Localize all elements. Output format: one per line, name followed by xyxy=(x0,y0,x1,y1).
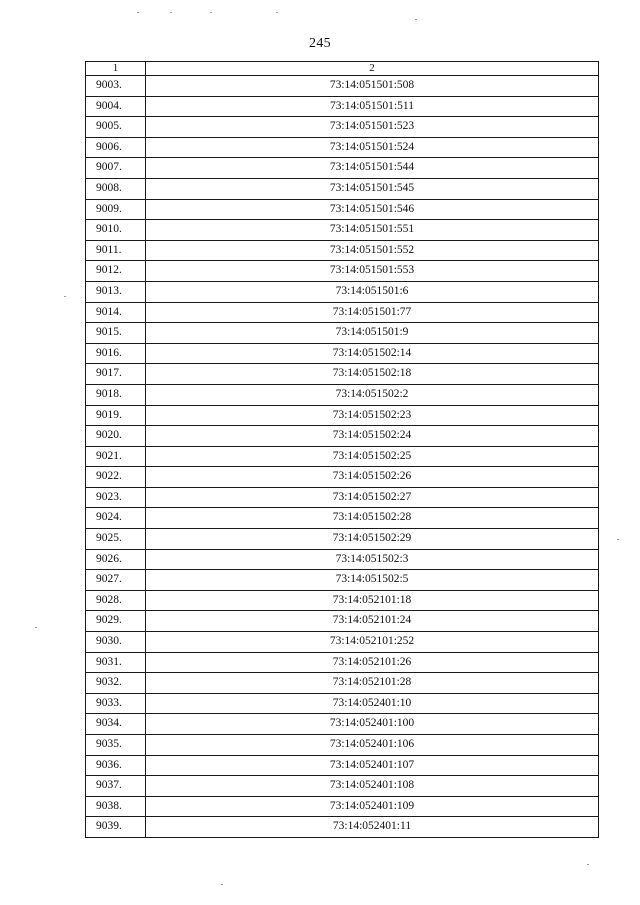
table-row xyxy=(86,158,599,179)
cadastral-number-cell: 73:14:051501:511 xyxy=(146,96,599,117)
row-number-cell: 9005. xyxy=(86,117,146,138)
table-row xyxy=(86,529,599,550)
table-row xyxy=(86,261,599,282)
row-number-cell: 9021. xyxy=(86,446,146,467)
table-row xyxy=(86,96,599,117)
table-header-row xyxy=(86,62,599,76)
table-row xyxy=(86,178,599,199)
cadastral-number-cell: 73:14:051501:552 xyxy=(146,240,599,261)
table-row xyxy=(86,405,599,426)
table-row xyxy=(86,673,599,694)
table-row xyxy=(86,117,599,138)
row-number-cell: 9038. xyxy=(86,796,146,817)
cadastral-number-cell: 73:14:051501:6 xyxy=(146,281,599,302)
row-number-cell: 9034. xyxy=(86,714,146,735)
row-number-cell: 9013. xyxy=(86,281,146,302)
row-number-cell: 9027. xyxy=(86,570,146,591)
table-row xyxy=(86,776,599,797)
cadastral-number-cell: 73:14:051502:3 xyxy=(146,549,599,570)
row-number-cell: 9017. xyxy=(86,364,146,385)
table-row xyxy=(86,323,599,344)
cadastral-number-cell: 73:14:051501:551 xyxy=(146,220,599,241)
cadastral-number-cell: 73:14:051501:524 xyxy=(146,137,599,158)
cadastral-number-cell: 73:14:051501:546 xyxy=(146,199,599,220)
cadastral-number-cell: 73:14:051502:29 xyxy=(146,529,599,550)
table-row xyxy=(86,549,599,570)
row-number-cell: 9033. xyxy=(86,693,146,714)
row-number-cell: 9025. xyxy=(86,529,146,550)
row-number-cell: 9006. xyxy=(86,137,146,158)
row-number-cell: 9028. xyxy=(86,590,146,611)
cadastral-number-cell: 73:14:052401:109 xyxy=(146,796,599,817)
row-number-cell: 9015. xyxy=(86,323,146,344)
row-number-cell: 9004. xyxy=(86,96,146,117)
row-number-cell: 9019. xyxy=(86,405,146,426)
cadastral-number-cell: 73:14:051501:545 xyxy=(146,178,599,199)
scan-speck xyxy=(587,864,589,865)
cadastral-number-cell: 73:14:051502:23 xyxy=(146,405,599,426)
table-row xyxy=(86,137,599,158)
table-row xyxy=(86,302,599,323)
table-row xyxy=(86,755,599,776)
row-number-cell: 9014. xyxy=(86,302,146,323)
table-row xyxy=(86,426,599,447)
cadastral-number-cell: 73:14:052101:26 xyxy=(146,652,599,673)
row-number-cell: 9029. xyxy=(86,611,146,632)
row-number-cell: 9037. xyxy=(86,776,146,797)
row-number-cell: 9011. xyxy=(86,240,146,261)
row-number-cell: 9035. xyxy=(86,735,146,756)
row-number-cell: 9003. xyxy=(86,76,146,97)
scan-speck xyxy=(617,539,619,540)
table-row xyxy=(86,76,599,97)
cadastral-number-cell: 73:14:052401:108 xyxy=(146,776,599,797)
table-row xyxy=(86,343,599,364)
page-number: 245 xyxy=(309,36,331,51)
row-number-cell: 9022. xyxy=(86,467,146,488)
table-row xyxy=(86,611,599,632)
scan-speck xyxy=(137,12,139,13)
cadastral-number-cell: 73:14:051502:27 xyxy=(146,487,599,508)
table-row xyxy=(86,590,599,611)
scan-speck xyxy=(276,12,278,13)
cadastral-number-cell: 73:14:052401:10 xyxy=(146,693,599,714)
scan-speck xyxy=(64,296,66,297)
cadastral-number-cell: 73:14:051502:5 xyxy=(146,570,599,591)
scan-speck xyxy=(210,12,212,13)
cadastral-number-cell: 73:14:052101:24 xyxy=(146,611,599,632)
cadastral-number-cell: 73:14:052401:107 xyxy=(146,755,599,776)
cadastral-number-cell: 73:14:051502:2 xyxy=(146,384,599,405)
cadastral-number-cell: 73:14:052101:18 xyxy=(146,590,599,611)
cadastral-number-cell: 73:14:051501:508 xyxy=(146,76,599,97)
cadastral-number-cell: 73:14:051502:26 xyxy=(146,467,599,488)
cadastral-number-cell: 73:14:051502:18 xyxy=(146,364,599,385)
row-number-cell: 9008. xyxy=(86,178,146,199)
cadastral-number-cell: 73:14:051501:9 xyxy=(146,323,599,344)
table-row xyxy=(86,446,599,467)
row-number-cell: 9020. xyxy=(86,426,146,447)
table-row xyxy=(86,817,599,838)
table-row xyxy=(86,487,599,508)
table-row xyxy=(86,693,599,714)
cadastral-number-cell: 73:14:052401:11 xyxy=(146,817,599,838)
table-row xyxy=(86,240,599,261)
scan-speck xyxy=(170,12,172,13)
scan-speck xyxy=(415,19,417,20)
table-row xyxy=(86,281,599,302)
cadastral-number-cell: 73:14:051502:25 xyxy=(146,446,599,467)
cadastral-number-table xyxy=(85,61,599,838)
table-row xyxy=(86,199,599,220)
cadastral-number-cell: 73:14:052101:252 xyxy=(146,632,599,653)
cadastral-number-cell: 73:14:051501:523 xyxy=(146,117,599,138)
cadastral-number-cell: 73:14:051502:28 xyxy=(146,508,599,529)
cadastral-number-cell: 73:14:052401:106 xyxy=(146,735,599,756)
column-header-index: 1 xyxy=(86,62,146,76)
row-number-cell: 9010. xyxy=(86,220,146,241)
table-row xyxy=(86,714,599,735)
table-row xyxy=(86,632,599,653)
cadastral-number-cell: 73:14:051501:544 xyxy=(146,158,599,179)
table-row xyxy=(86,735,599,756)
row-number-cell: 9007. xyxy=(86,158,146,179)
row-number-cell: 9030. xyxy=(86,632,146,653)
row-number-cell: 9012. xyxy=(86,261,146,282)
row-number-cell: 9024. xyxy=(86,508,146,529)
cadastral-number-cell: 73:14:051502:24 xyxy=(146,426,599,447)
table-row xyxy=(86,467,599,488)
row-number-cell: 9023. xyxy=(86,487,146,508)
table-row xyxy=(86,652,599,673)
table-row xyxy=(86,570,599,591)
row-number-cell: 9036. xyxy=(86,755,146,776)
cadastral-number-cell: 73:14:051501:77 xyxy=(146,302,599,323)
table-row xyxy=(86,508,599,529)
row-number-cell: 9026. xyxy=(86,549,146,570)
row-number-cell: 9031. xyxy=(86,652,146,673)
table-row xyxy=(86,220,599,241)
scan-speck xyxy=(35,627,37,628)
column-header-cadastral-number: 2 xyxy=(146,62,599,76)
row-number-cell: 9016. xyxy=(86,343,146,364)
row-number-cell: 9032. xyxy=(86,673,146,694)
row-number-cell: 9009. xyxy=(86,199,146,220)
row-number-cell: 9018. xyxy=(86,384,146,405)
table-row xyxy=(86,364,599,385)
cadastral-number-cell: 73:14:051501:553 xyxy=(146,261,599,282)
table-row xyxy=(86,384,599,405)
row-number-cell: 9039. xyxy=(86,817,146,838)
cadastral-number-cell: 73:14:052101:28 xyxy=(146,673,599,694)
cadastral-number-cell: 73:14:051502:14 xyxy=(146,343,599,364)
scan-speck xyxy=(221,884,223,885)
table-row xyxy=(86,796,599,817)
cadastral-number-cell: 73:14:052401:100 xyxy=(146,714,599,735)
